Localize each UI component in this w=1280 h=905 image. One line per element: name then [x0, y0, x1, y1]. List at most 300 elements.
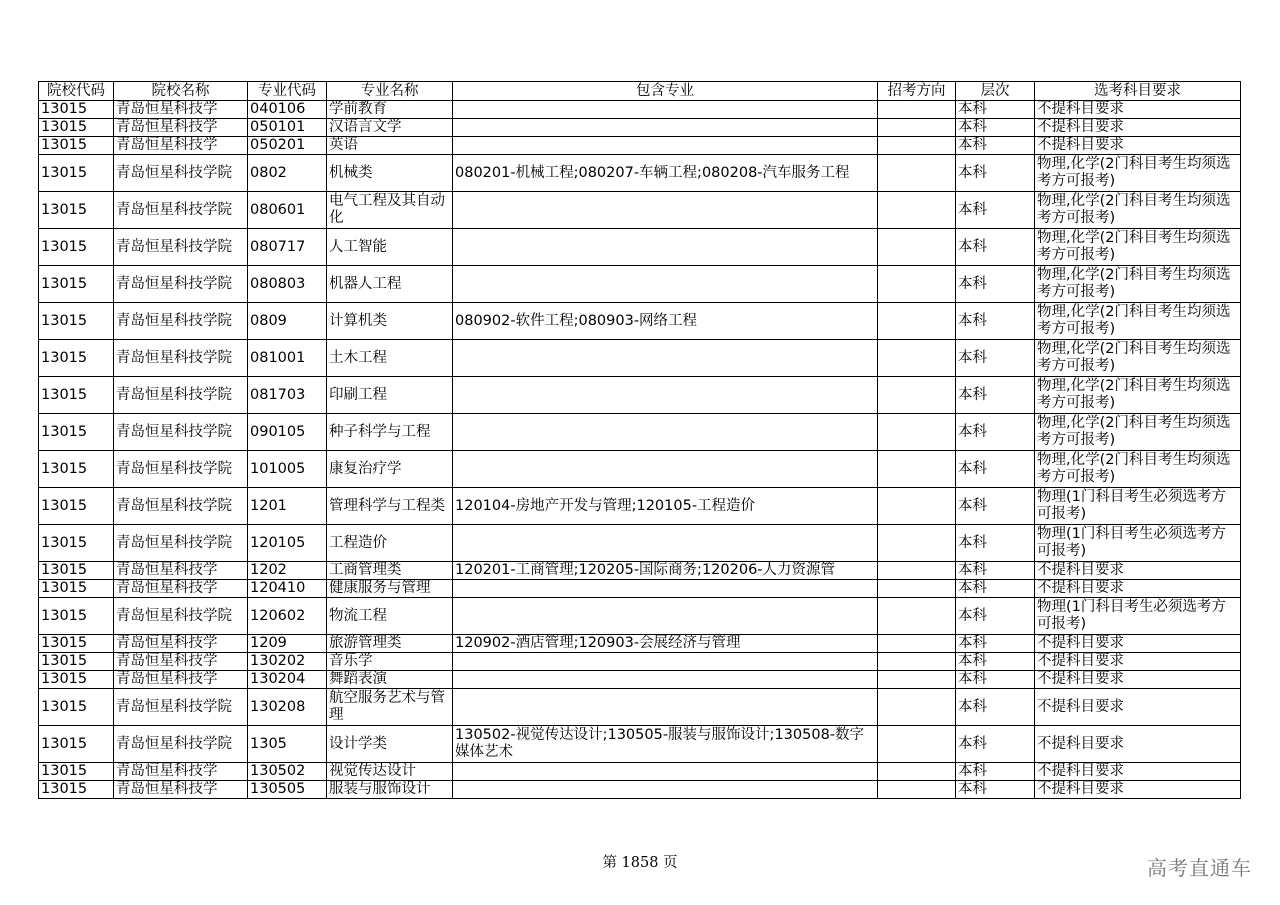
cell-text: 物理,化学(2门科目考生均须选考方可报考)	[1037, 452, 1231, 485]
cell-text: 本科	[958, 460, 987, 477]
cell-text: 13015	[41, 460, 88, 477]
cell-text: 130505	[250, 781, 306, 797]
cell-text: 物理(1门科目考生必须选考方可报考)	[1037, 489, 1226, 522]
cell-school-name	[114, 266, 248, 303]
cell-text: 1201	[250, 497, 287, 514]
cell-major-name	[327, 525, 453, 562]
cell-text: 13015	[41, 698, 88, 715]
cell-text: 本科	[958, 423, 987, 440]
cell-text: 本科	[958, 534, 987, 551]
cell-enrollment-direction	[878, 340, 956, 377]
cell-school-name	[114, 137, 248, 155]
cell-school-code	[39, 229, 114, 266]
cell-text: 040106	[250, 101, 306, 117]
cell-text: 本科	[958, 101, 987, 117]
table-row	[39, 525, 1241, 562]
cell-included-majors	[453, 653, 878, 671]
cell-subject-requirement	[1035, 414, 1241, 451]
cell-text: 舞蹈表演	[329, 671, 387, 687]
cell-major-code	[248, 671, 327, 689]
cell-subject-requirement	[1035, 689, 1241, 726]
cell-text: 本科	[958, 497, 987, 514]
cell-text: 120902-酒店管理;120903-会展经济与管理	[455, 635, 741, 651]
table-row	[39, 671, 1241, 689]
cell-major-name	[327, 763, 453, 781]
cell-major-name	[327, 562, 453, 580]
cell-school-code	[39, 689, 114, 726]
cell-major-code	[248, 377, 327, 414]
cell-text: 13015	[41, 607, 88, 624]
cell-major-code	[248, 451, 327, 488]
cell-enrollment-direction	[878, 192, 956, 229]
cell-enrollment-direction	[878, 451, 956, 488]
cell-text: 本科	[958, 698, 987, 715]
cell-school-name	[114, 377, 248, 414]
table-row	[39, 119, 1241, 137]
cell-text: 机器人工程	[329, 275, 402, 292]
column-header-included-majors: 包含专业	[453, 82, 878, 101]
column-header-major-code: 专业代码	[248, 82, 327, 101]
cell-school-code	[39, 119, 114, 137]
cell-text: 13015	[41, 635, 88, 651]
table-row	[39, 137, 1241, 155]
cell-text: 种子科学与工程	[329, 423, 431, 440]
cell-school-code	[39, 598, 114, 635]
cell-school-code	[39, 726, 114, 763]
cell-text: 青岛恒星科技学	[116, 101, 218, 117]
cell-text: 不提科目要求	[1037, 671, 1124, 687]
cell-major-name	[327, 598, 453, 635]
cell-major-name	[327, 340, 453, 377]
cell-enrollment-direction	[878, 266, 956, 303]
cell-text: 物理,化学(2门科目考生均须选考方可报考)	[1037, 415, 1231, 448]
table-row	[39, 598, 1241, 635]
cell-text: 本科	[958, 312, 987, 329]
cell-school-name	[114, 781, 248, 799]
cell-major-code	[248, 525, 327, 562]
cell-text: 080803	[250, 275, 306, 292]
cell-school-code	[39, 488, 114, 525]
cell-level	[956, 653, 1035, 671]
cell-school-name	[114, 598, 248, 635]
cell-included-majors	[453, 781, 878, 799]
cell-text: 130502-视觉传达设计;130505-服装与服饰设计;130508-数字媒体艺术	[455, 727, 865, 760]
cell-included-majors	[453, 763, 878, 781]
cell-text: 13015	[41, 423, 88, 440]
cell-text: 0802	[250, 164, 287, 181]
cell-school-code	[39, 451, 114, 488]
cell-school-code	[39, 763, 114, 781]
cell-school-code	[39, 377, 114, 414]
cell-level	[956, 229, 1035, 266]
watermark-text: 高考直通车	[1147, 856, 1252, 880]
cell-text: 青岛恒星科技学	[116, 562, 218, 578]
cell-text: 13015	[41, 580, 88, 596]
cell-subject-requirement	[1035, 340, 1241, 377]
cell-enrollment-direction	[878, 137, 956, 155]
cell-enrollment-direction	[878, 653, 956, 671]
cell-enrollment-direction	[878, 101, 956, 119]
cell-subject-requirement	[1035, 303, 1241, 340]
table-row	[39, 266, 1241, 303]
cell-school-name	[114, 192, 248, 229]
cell-included-majors	[453, 137, 878, 155]
cell-text: 工商管理类	[329, 562, 402, 578]
cell-level	[956, 525, 1035, 562]
cell-subject-requirement	[1035, 671, 1241, 689]
cell-level	[956, 340, 1035, 377]
cell-text: 13015	[41, 562, 88, 578]
cell-text: 印刷工程	[329, 386, 387, 403]
cell-text: 不提科目要求	[1037, 562, 1124, 578]
cell-included-majors	[453, 689, 878, 726]
cell-school-code	[39, 653, 114, 671]
cell-school-name	[114, 119, 248, 137]
cell-text: 本科	[958, 275, 987, 292]
cell-text: 本科	[958, 763, 987, 779]
table-row	[39, 303, 1241, 340]
cell-text: 设计学类	[329, 735, 387, 752]
cell-text: 本科	[958, 607, 987, 624]
cell-level	[956, 488, 1035, 525]
cell-text: 120104-房地产开发与管理;120105-工程造价	[455, 497, 756, 514]
cell-text: 120410	[250, 580, 306, 596]
cell-enrollment-direction	[878, 377, 956, 414]
page-number: 第 1858 页	[602, 855, 678, 871]
cell-subject-requirement	[1035, 653, 1241, 671]
cell-text: 工程造价	[329, 534, 387, 551]
cell-school-code	[39, 266, 114, 303]
cell-enrollment-direction	[878, 229, 956, 266]
cell-school-code	[39, 671, 114, 689]
cell-major-code	[248, 266, 327, 303]
cell-school-code	[39, 562, 114, 580]
cell-text: 120201-工商管理;120205-国际商务;120206-人力资源管	[455, 562, 836, 578]
cell-text: 人工智能	[329, 238, 387, 255]
cell-major-code	[248, 781, 327, 799]
cell-text: 13015	[41, 349, 88, 366]
cell-included-majors	[453, 580, 878, 598]
cell-enrollment-direction	[878, 726, 956, 763]
cell-text: 13015	[41, 671, 88, 687]
cell-text: 13015	[41, 164, 88, 181]
cell-major-name	[327, 119, 453, 137]
cell-text: 1305	[250, 735, 287, 752]
cell-included-majors	[453, 562, 878, 580]
column-header-enrollment-direction: 招考方向	[878, 82, 956, 101]
cell-text: 音乐学	[329, 653, 373, 669]
cell-text: 13015	[41, 735, 88, 752]
cell-text: 本科	[958, 386, 987, 403]
cell-major-name	[327, 377, 453, 414]
table-row	[39, 414, 1241, 451]
cell-level	[956, 726, 1035, 763]
cell-included-majors	[453, 266, 878, 303]
cell-major-name	[327, 488, 453, 525]
cell-school-code	[39, 101, 114, 119]
cell-school-name	[114, 635, 248, 653]
cell-text: 不提科目要求	[1037, 781, 1124, 797]
cell-text: 13015	[41, 275, 88, 292]
cell-text: 080601	[250, 201, 306, 218]
cell-text: 学前教育	[329, 101, 387, 117]
cell-text: 土木工程	[329, 349, 387, 366]
cell-subject-requirement	[1035, 488, 1241, 525]
cell-major-name	[327, 303, 453, 340]
cell-major-name	[327, 414, 453, 451]
cell-school-code	[39, 340, 114, 377]
cell-enrollment-direction	[878, 635, 956, 653]
cell-text: 090105	[250, 423, 306, 440]
cell-text: 青岛恒星科技学	[116, 781, 218, 797]
cell-included-majors	[453, 525, 878, 562]
cell-text: 13015	[41, 534, 88, 551]
cell-major-name	[327, 192, 453, 229]
cell-included-majors	[453, 192, 878, 229]
cell-text: 青岛恒星科技学	[116, 653, 218, 669]
cell-major-name	[327, 635, 453, 653]
cell-level	[956, 689, 1035, 726]
cell-enrollment-direction	[878, 671, 956, 689]
column-header-level: 层次	[956, 82, 1035, 101]
cell-text: 本科	[958, 164, 987, 181]
cell-enrollment-direction	[878, 414, 956, 451]
cell-text: 青岛恒星科技学院	[116, 497, 232, 514]
cell-included-majors	[453, 488, 878, 525]
cell-subject-requirement	[1035, 525, 1241, 562]
cell-level	[956, 781, 1035, 799]
cell-school-name	[114, 525, 248, 562]
cell-subject-requirement	[1035, 781, 1241, 799]
cell-text: 本科	[958, 580, 987, 596]
cell-text: 13015	[41, 653, 88, 669]
cell-text: 计算机类	[329, 312, 387, 329]
cell-text: 本科	[958, 735, 987, 752]
table-row	[39, 377, 1241, 414]
cell-major-name	[327, 653, 453, 671]
cell-included-majors	[453, 451, 878, 488]
cell-subject-requirement	[1035, 562, 1241, 580]
cell-school-name	[114, 303, 248, 340]
cell-subject-requirement	[1035, 155, 1241, 192]
cell-text: 青岛恒星科技学院	[116, 275, 232, 292]
cell-included-majors	[453, 155, 878, 192]
cell-text: 本科	[958, 653, 987, 669]
cell-school-code	[39, 635, 114, 653]
cell-text: 青岛恒星科技学院	[116, 349, 232, 366]
cell-subject-requirement	[1035, 266, 1241, 303]
cell-subject-requirement	[1035, 635, 1241, 653]
cell-text: 081703	[250, 386, 306, 403]
cell-level	[956, 303, 1035, 340]
cell-text: 13015	[41, 497, 88, 514]
cell-school-name	[114, 653, 248, 671]
cell-subject-requirement	[1035, 229, 1241, 266]
cell-text: 物理,化学(2门科目考生均须选考方可报考)	[1037, 304, 1231, 337]
cell-school-name	[114, 414, 248, 451]
table-row	[39, 580, 1241, 598]
table-row	[39, 635, 1241, 653]
cell-text: 青岛恒星科技学院	[116, 201, 232, 218]
cell-major-name	[327, 266, 453, 303]
cell-text: 电气工程及其自动化	[329, 193, 445, 226]
cell-school-name	[114, 580, 248, 598]
cell-level	[956, 451, 1035, 488]
cell-level	[956, 377, 1035, 414]
table-body	[39, 101, 1241, 799]
cell-included-majors	[453, 671, 878, 689]
cell-text: 本科	[958, 137, 987, 153]
cell-text: 不提科目要求	[1037, 635, 1124, 651]
cell-text: 120602	[250, 607, 306, 624]
cell-major-code	[248, 763, 327, 781]
cell-major-code	[248, 229, 327, 266]
cell-text: 物流工程	[329, 607, 387, 624]
cell-text: 080201-机械工程;080207-车辆工程;080208-汽车服务工程	[455, 164, 850, 181]
cell-level	[956, 414, 1035, 451]
cell-text: 本科	[958, 349, 987, 366]
cell-text: 康复治疗学	[329, 460, 402, 477]
cell-included-majors	[453, 303, 878, 340]
cell-enrollment-direction	[878, 689, 956, 726]
cell-enrollment-direction	[878, 763, 956, 781]
cell-text: 13015	[41, 386, 88, 403]
cell-school-code	[39, 137, 114, 155]
cell-enrollment-direction	[878, 580, 956, 598]
cell-text: 本科	[958, 635, 987, 651]
cell-text: 青岛恒星科技学	[116, 671, 218, 687]
cell-text: 物理,化学(2门科目考生均须选考方可报考)	[1037, 341, 1231, 374]
admission-table	[38, 81, 1241, 799]
cell-subject-requirement	[1035, 451, 1241, 488]
table-row	[39, 229, 1241, 266]
cell-text: 13015	[41, 763, 88, 779]
cell-level	[956, 101, 1035, 119]
cell-school-name	[114, 763, 248, 781]
table-row	[39, 101, 1241, 119]
cell-school-code	[39, 155, 114, 192]
table-row	[39, 562, 1241, 580]
cell-school-code	[39, 525, 114, 562]
table-row	[39, 781, 1241, 799]
cell-subject-requirement	[1035, 137, 1241, 155]
cell-enrollment-direction	[878, 525, 956, 562]
column-header-subject-requirement: 选考科目要求	[1035, 82, 1241, 101]
cell-text: 13015	[41, 119, 88, 135]
cell-text: 本科	[958, 781, 987, 797]
cell-text: 本科	[958, 238, 987, 255]
cell-major-code	[248, 414, 327, 451]
cell-level	[956, 580, 1035, 598]
cell-included-majors	[453, 340, 878, 377]
cell-included-majors	[453, 598, 878, 635]
cell-text: 不提科目要求	[1037, 137, 1124, 153]
cell-text: 不提科目要求	[1037, 119, 1124, 135]
cell-text: 130502	[250, 763, 306, 779]
cell-text: 13015	[41, 101, 88, 117]
cell-major-code	[248, 192, 327, 229]
cell-text: 物理(1门科目考生必须选考方可报考)	[1037, 599, 1226, 632]
cell-text: 不提科目要求	[1037, 653, 1124, 669]
cell-major-code	[248, 155, 327, 192]
cell-school-name	[114, 155, 248, 192]
cell-text: 青岛恒星科技学院	[116, 238, 232, 255]
table-row	[39, 726, 1241, 763]
cell-subject-requirement	[1035, 101, 1241, 119]
cell-text: 机械类	[329, 164, 373, 181]
cell-text: 130202	[250, 653, 306, 669]
cell-text: 青岛恒星科技学院	[116, 698, 232, 715]
table-row	[39, 689, 1241, 726]
cell-text: 视觉传达设计	[329, 763, 416, 779]
cell-text: 050101	[250, 119, 306, 135]
cell-level	[956, 137, 1035, 155]
cell-major-name	[327, 726, 453, 763]
cell-text: 青岛恒星科技学院	[116, 386, 232, 403]
cell-text: 1209	[250, 635, 287, 651]
cell-school-code	[39, 414, 114, 451]
cell-text: 13015	[41, 238, 88, 255]
cell-school-name	[114, 726, 248, 763]
cell-text: 本科	[958, 671, 987, 687]
cell-text: 航空服务艺术与管理	[329, 690, 445, 723]
cell-level	[956, 562, 1035, 580]
cell-text: 不提科目要求	[1037, 763, 1124, 779]
cell-included-majors	[453, 229, 878, 266]
cell-major-code	[248, 689, 327, 726]
cell-enrollment-direction	[878, 488, 956, 525]
cell-text: 0809	[250, 312, 287, 329]
cell-text: 青岛恒星科技学院	[116, 534, 232, 551]
cell-text: 青岛恒星科技学	[116, 137, 218, 153]
column-header-school-name: 院校名称	[114, 82, 248, 101]
cell-text: 081001	[250, 349, 306, 366]
cell-text: 本科	[958, 201, 987, 218]
cell-text: 130204	[250, 671, 306, 687]
cell-major-code	[248, 303, 327, 340]
cell-included-majors	[453, 635, 878, 653]
cell-text: 13015	[41, 312, 88, 329]
cell-major-code	[248, 580, 327, 598]
cell-text: 物理,化学(2门科目考生均须选考方可报考)	[1037, 378, 1231, 411]
column-header-school-code: 院校代码	[39, 82, 114, 101]
cell-level	[956, 155, 1035, 192]
cell-text: 不提科目要求	[1037, 735, 1124, 752]
cell-major-code	[248, 340, 327, 377]
cell-enrollment-direction	[878, 119, 956, 137]
table-row	[39, 192, 1241, 229]
cell-text: 服装与服饰设计	[329, 781, 431, 797]
cell-level	[956, 671, 1035, 689]
cell-text: 不提科目要求	[1037, 580, 1124, 596]
cell-enrollment-direction	[878, 598, 956, 635]
cell-enrollment-direction	[878, 303, 956, 340]
table-row	[39, 653, 1241, 671]
cell-text: 13015	[41, 781, 88, 797]
cell-text: 青岛恒星科技学院	[116, 423, 232, 440]
cell-major-code	[248, 726, 327, 763]
cell-subject-requirement	[1035, 598, 1241, 635]
cell-text: 青岛恒星科技学	[116, 763, 218, 779]
cell-text: 130208	[250, 698, 306, 715]
cell-text: 物理,化学(2门科目考生均须选考方可报考)	[1037, 193, 1231, 226]
cell-school-name	[114, 229, 248, 266]
cell-text: 青岛恒星科技学	[116, 119, 218, 135]
cell-level	[956, 635, 1035, 653]
cell-text: 本科	[958, 119, 987, 135]
table-row	[39, 488, 1241, 525]
cell-included-majors	[453, 119, 878, 137]
